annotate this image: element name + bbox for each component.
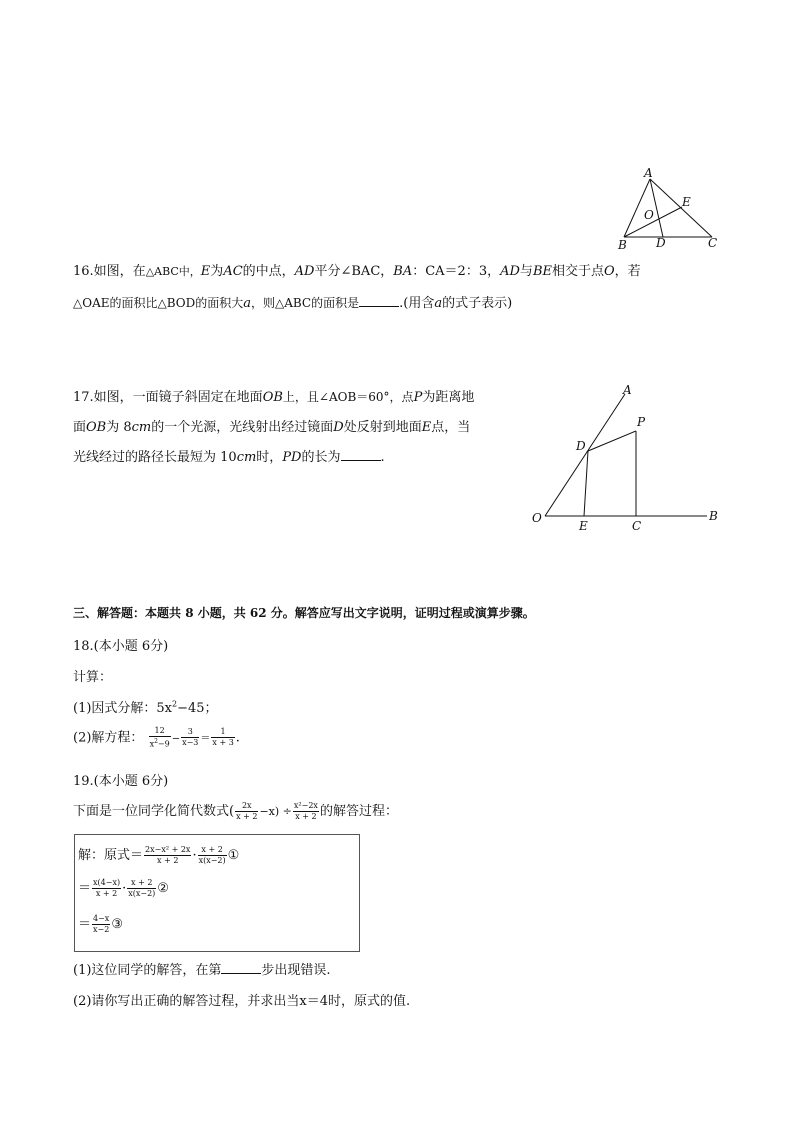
q16-text: 为 xyxy=(210,264,224,279)
fraction xyxy=(293,801,319,822)
q16-var: AC xyxy=(223,264,243,279)
q18-text: (1)因式分解：5x xyxy=(73,701,173,716)
q17-text: 时， xyxy=(256,450,283,465)
label-C: C xyxy=(708,236,718,250)
q17-var: D xyxy=(333,420,344,435)
fraction-numerator: 1 xyxy=(211,727,234,738)
operator: ＝ xyxy=(200,733,211,745)
fraction xyxy=(181,727,199,748)
section-3-heading xyxy=(73,604,535,621)
fraction xyxy=(144,845,191,866)
q18-text: −45； xyxy=(177,701,218,716)
fraction-numerator: x + 2 xyxy=(127,878,156,889)
q19-text: (1)这位同学的解答，在第 xyxy=(73,963,222,978)
q16-text: 16.如图，在 xyxy=(73,264,146,279)
q17-text: 光线经过的路径长最短为 10 xyxy=(73,450,237,465)
q18-sup: 2 xyxy=(154,738,158,745)
label-O: O xyxy=(532,511,542,525)
q16-text: 的式子表示) xyxy=(442,296,513,311)
q19-text: 的解答过程： xyxy=(319,804,398,819)
section-3-text: 62 xyxy=(249,606,267,620)
fraction-numerator: 4−x xyxy=(93,914,110,923)
q16-text: ：CA＝2：3， xyxy=(412,264,501,279)
question-19-part-2: (2)请你写出正确的解答过程，并求出当x＝4时，原式的值. xyxy=(73,994,411,1009)
question-17-line-1 xyxy=(73,386,474,405)
q17-text: 为距离地 xyxy=(422,390,475,405)
q19-text: 解：原式＝ xyxy=(78,848,144,863)
solution-step-2 xyxy=(78,877,169,899)
solution-step-1 xyxy=(78,844,239,866)
q18-sup: 2 xyxy=(172,699,178,709)
label-B: B xyxy=(618,238,627,252)
q17-var: OB xyxy=(262,390,283,405)
fraction xyxy=(149,726,171,750)
q18-text: (2)解方程： xyxy=(73,730,144,746)
fraction-denominator: x−2 xyxy=(93,925,110,934)
question-19-intro xyxy=(73,800,398,822)
q17-text: 17.如图，一面镜子斜固定在地面 xyxy=(73,390,263,405)
label-B: B xyxy=(709,509,718,523)
fraction-denominator: x(x−2) xyxy=(128,889,156,898)
fraction-numerator: x²−2x xyxy=(293,801,318,810)
q16-text: △ABC中， xyxy=(145,265,201,278)
fraction-numerator: 12 xyxy=(149,726,171,737)
q16-var: BA xyxy=(393,264,413,279)
operator: · xyxy=(122,881,127,896)
q16-var: BE xyxy=(532,264,552,279)
label-D: D xyxy=(656,236,666,250)
figure-17-mirror xyxy=(525,380,725,540)
q17-text: 上，且∠AOB＝60°，点 xyxy=(282,390,414,404)
label-O: O xyxy=(644,208,654,222)
section-3-text: 小题，共 xyxy=(193,606,250,620)
question-19-title: 19.(本小题 6分) xyxy=(73,774,169,789)
fraction-denominator: x + 2 xyxy=(236,812,258,821)
q16-text: 的中点， xyxy=(242,264,295,279)
q17-unit: cm xyxy=(236,450,257,465)
solution-step-3 xyxy=(78,913,123,935)
fraction-numerator: 2x−x² + 2x xyxy=(145,845,191,854)
q16-var: AD xyxy=(294,264,315,279)
q19-text: 步出现错误. xyxy=(261,963,331,978)
section-3-text: 8 xyxy=(185,606,194,620)
label-A: A xyxy=(644,166,653,180)
segment-PD xyxy=(588,431,636,451)
q17-text: . xyxy=(380,450,385,465)
fraction-numerator: 3 xyxy=(181,727,199,738)
fraction-denominator: x + 2 xyxy=(95,889,118,898)
q17-unit: cm xyxy=(131,420,152,435)
fraction xyxy=(198,845,227,866)
q16-text: .(用含 xyxy=(399,296,435,311)
fraction xyxy=(92,914,110,935)
q17-text: 的一个光源，光线射出经过镜面 xyxy=(151,420,334,435)
fraction-denominator: x(x−2) xyxy=(198,856,226,865)
label-E: E xyxy=(682,195,691,209)
fraction xyxy=(211,727,234,748)
fraction-numerator: x(4−x) xyxy=(93,878,121,887)
fraction-denominator xyxy=(149,737,171,750)
label-E: E xyxy=(579,519,588,533)
operator: ＝ xyxy=(78,917,92,932)
q19-text: 下面是一位同学化简代数式( xyxy=(73,804,235,819)
q17-var: P xyxy=(413,390,423,405)
label-C: C xyxy=(632,519,642,533)
fraction-numerator: x + 2 xyxy=(198,845,227,856)
q16-var: E xyxy=(200,264,211,279)
question-18-calc: 计算： xyxy=(73,670,113,685)
step-marker: ② xyxy=(157,881,169,896)
q17-text: 为 8 xyxy=(106,420,132,435)
question-16-line-2 xyxy=(73,292,512,311)
q19-text: −x) ÷ xyxy=(259,805,292,818)
answer-blank-16[interactable] xyxy=(359,294,399,307)
q17-var: E xyxy=(421,420,432,435)
question-16-line-1 xyxy=(73,260,641,279)
q17-var: PD xyxy=(282,450,302,465)
q18-text: . xyxy=(235,730,240,746)
q16-text: △OAE的面积比△BOD的面积大 xyxy=(73,296,244,310)
step-marker: ① xyxy=(227,848,240,863)
question-18-title: 18.(本小题 6分) xyxy=(73,639,169,654)
segment-DE xyxy=(584,451,588,516)
label-P: P xyxy=(637,415,646,429)
figure-16-triangle xyxy=(610,165,730,255)
fraction-denominator: x + 2 xyxy=(295,812,317,821)
q16-text: 平分∠BAC， xyxy=(314,264,394,279)
question-19-part-1 xyxy=(73,959,331,978)
label-A: A xyxy=(623,383,632,397)
operator: · xyxy=(192,848,197,863)
label-D: D xyxy=(576,439,586,453)
question-18-part-1 xyxy=(73,697,218,716)
q16-var: O xyxy=(604,264,615,279)
q17-text: 面 xyxy=(73,420,87,435)
fraction xyxy=(235,801,258,822)
q18-text: x xyxy=(149,739,155,749)
section-3-text: 分。解答应写出文字说明，证明过程或演算步骤。 xyxy=(266,606,535,620)
answer-blank-17[interactable] xyxy=(341,448,381,461)
q18-text: −9 xyxy=(157,739,170,749)
step-marker: ③ xyxy=(111,917,123,932)
q17-text: 的长为 xyxy=(301,450,341,465)
q17-var: OB xyxy=(86,420,107,435)
fraction-denominator: x−3 xyxy=(182,738,199,748)
fraction-denominator: x + 2 xyxy=(157,856,179,865)
section-3-text: 三、解答题：本题共 xyxy=(73,606,186,620)
answer-blank-19[interactable] xyxy=(221,961,261,974)
fraction-numerator: 2x xyxy=(235,801,258,812)
q16-var: AD xyxy=(500,264,520,279)
q16-var: a xyxy=(243,296,251,311)
q16-text: 相交于点 xyxy=(551,264,604,279)
question-17-line-2 xyxy=(73,416,470,435)
q16-text: ，则△ABC的面积是 xyxy=(251,296,360,310)
fraction xyxy=(127,878,156,899)
operator: − xyxy=(171,733,181,745)
q16-text: 与 xyxy=(519,264,533,279)
q16-var: a xyxy=(434,296,443,311)
question-18-part-2 xyxy=(73,726,240,750)
question-17-line-3 xyxy=(73,446,385,465)
operator: ＝ xyxy=(78,881,92,896)
q17-text: 点，当 xyxy=(431,420,471,435)
q16-text: ，若 xyxy=(614,264,641,279)
fraction-denominator: x + 3 xyxy=(212,738,234,748)
fraction xyxy=(92,878,121,899)
q17-text: 处反射到地面 xyxy=(343,420,422,435)
